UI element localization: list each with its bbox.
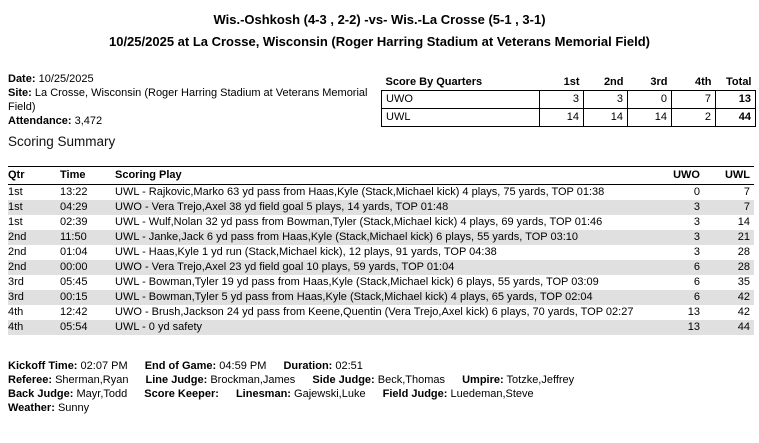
uwl-score-cell: 7 (743, 201, 750, 213)
q3-score: 14 (628, 108, 672, 126)
back-judge-value: Mayr,Todd (76, 388, 128, 400)
uwl-score-cell: 28 (737, 246, 750, 258)
qtr-cell: 4th (8, 306, 24, 318)
score-keeper-label: Score Keeper: (144, 388, 219, 400)
col-uwl: UWL (704, 167, 754, 185)
scoring-row (8, 200, 754, 215)
col-uwo: UWO (654, 167, 704, 185)
team-name: UWO (382, 90, 540, 108)
side-judge-value: Beck,Thomas (377, 374, 446, 386)
scoring-row (8, 185, 754, 201)
back-judge-label: Back Judge: (8, 388, 74, 400)
site-label: Site: (8, 87, 32, 99)
uwl-score-cell: 7 (743, 186, 750, 198)
field-judge-label: Field Judge: (382, 388, 448, 400)
sbq-row-uwl (382, 108, 756, 126)
kickoff-time-value: 02:07 PM (80, 360, 128, 372)
play-cell: UWL - Wulf,Nolan 32 yd pass from Bowman,Tyler (Stack,Michael kick) 4 plays, 69 yards, TOP 01:46 (115, 216, 603, 228)
col-scoring-play: Scoring Play (115, 167, 654, 185)
footer-line-officials-2 (8, 387, 755, 401)
sbq-title: Score By Quarters (382, 74, 540, 90)
scoring-summary-heading: Scoring Summary (8, 134, 116, 149)
time-cell: 11:50 (60, 231, 87, 243)
q4-score: 2 (672, 108, 716, 126)
field-judge (383, 388, 534, 400)
score-keeper (144, 388, 222, 400)
time-cell: 00:15 (60, 291, 88, 303)
referee-label: Referee: (8, 374, 53, 386)
total-score: 13 (716, 90, 756, 108)
scoring-row (8, 320, 754, 335)
kickoff-time (8, 360, 128, 372)
q2-score: 14 (584, 108, 628, 126)
qtr-cell: 3rd (8, 291, 24, 303)
time-cell: 05:54 (60, 321, 88, 333)
play-cell: UWL - Bowman,Tyler 5 yd pass from Haas,Kyle (Stack,Michael kick) 4 plays, 65 yards, TOP 02:04 (115, 291, 593, 303)
game-location-subtitle: 10/25/2025 at La Crosse, Wisconsin (Roger Harring Stadium at Veterans Memorial Field) (108, 34, 650, 49)
line-judge-label: Line Judge: (145, 374, 208, 386)
sbq-col-1st: 1st (540, 74, 584, 90)
end-of-game (145, 360, 267, 372)
score-by-quarters-table (381, 74, 756, 127)
uwo-score-cell: 6 (693, 261, 700, 273)
umpire (462, 374, 574, 386)
uwl-score-cell: 44 (737, 321, 750, 333)
uwo-score-cell: 0 (693, 186, 700, 198)
weather-value: Sunny (57, 402, 90, 414)
duration-label: Duration: (283, 360, 333, 372)
scoring-row (8, 290, 754, 305)
play-cell: UWO - Vera Trejo,Axel 38 yd field goal 5 plays, 14 yards, TOP 01:48 (115, 201, 449, 213)
game-date-line (8, 72, 372, 86)
date-label: Date: (8, 73, 36, 85)
q1-score: 14 (540, 108, 584, 126)
uwl-score-cell: 42 (737, 306, 750, 318)
uwo-score-cell: 3 (693, 201, 700, 213)
col-qtr: Qtr (8, 167, 60, 185)
matchup-title: Wis.-Oshkosh (4-3 , 2-2) -vs- Wis.-La Crosse (5-1 , 3-1) (213, 12, 546, 27)
q3-score: 0 (628, 90, 672, 108)
qtr-cell: 1st (8, 201, 23, 213)
sbq-col-4th: 4th (672, 74, 716, 90)
sbq-row-uwo (382, 90, 756, 108)
total-score: 44 (716, 108, 756, 126)
footer-line-officials-1 (8, 373, 755, 387)
scoring-row (8, 245, 754, 260)
q2-score: 3 (584, 90, 628, 108)
umpire-label: Umpire: (462, 374, 504, 386)
scoring-row (8, 305, 754, 320)
weather-label: Weather: (8, 402, 55, 414)
time-cell: 01:04 (60, 246, 88, 258)
back-judge (8, 388, 127, 400)
scoring-summary-table (8, 166, 754, 335)
linesman-label: Linesman: (235, 388, 291, 400)
game-officials-footer (8, 359, 755, 415)
umpire-value: Totzke,Jeffrey (506, 374, 575, 386)
uwo-score-cell: 6 (693, 291, 700, 303)
sbq-col-3rd: 3rd (628, 74, 672, 90)
play-cell: UWL - 0 yd safety (115, 321, 203, 333)
uwo-score-cell: 13 (687, 306, 700, 318)
uwo-score-cell: 6 (693, 276, 700, 288)
end-of-game-label: End of Game: (144, 360, 217, 372)
time-cell: 04:29 (60, 201, 88, 213)
play-cell: UWO - Vera Trejo,Axel 23 yd field goal 10 plays, 59 yards, TOP 01:04 (115, 261, 455, 273)
line-judge-value: Brockman,James (210, 374, 296, 386)
side-judge-label: Side Judge: (312, 374, 375, 386)
play-cell: UWL - Rajkovic,Marko 63 yd pass from Haas,Kyle (Stack,Michael kick) 4 plays, 75 yards, TOP 01:38 (115, 186, 605, 198)
time-cell: 13:22 (60, 186, 88, 198)
site-value: La Crosse, Wisconsin (Roger Harring Stadium at Veterans Memorial Field) (8, 87, 368, 113)
uwl-score-cell: 28 (737, 261, 750, 273)
attendance-value: 3,472 (74, 115, 103, 127)
end-of-game-value: 04:59 PM (219, 360, 267, 372)
uwo-score-cell: 3 (693, 246, 700, 258)
footer-line-weather (8, 401, 755, 415)
play-cell: UWL - Janke,Jack 6 yd pass from Haas,Kyle (Stack,Michael kick) 6 plays, 55 yards, TOP 03:10 (115, 231, 578, 243)
sbq-col-total: Total (716, 74, 756, 90)
scoring-row (8, 275, 754, 290)
game-info-block (8, 72, 372, 128)
scoring-row (8, 215, 754, 230)
q1-score: 3 (540, 90, 584, 108)
scoring-row (8, 230, 754, 245)
game-attendance-line (8, 114, 372, 128)
footer-line-times (8, 359, 755, 373)
uwo-score-cell: 13 (687, 321, 700, 333)
uwo-score-cell: 3 (693, 231, 700, 243)
kickoff-time-label: Kickoff Time: (8, 360, 78, 372)
qtr-cell: 2nd (8, 246, 27, 258)
time-cell: 12:42 (60, 306, 88, 318)
qtr-cell: 1st (8, 186, 23, 198)
qtr-cell: 1st (8, 216, 23, 228)
qtr-cell: 2nd (8, 261, 27, 273)
q4-score: 7 (672, 90, 716, 108)
uwl-score-cell: 21 (737, 231, 750, 243)
qtr-cell: 2nd (8, 231, 27, 243)
uwl-score-cell: 42 (737, 291, 750, 303)
date-value: 10/25/2025 (38, 73, 94, 85)
report-header (0, 9, 759, 53)
referee (8, 374, 128, 386)
play-cell: UWL - Bowman,Tyler 19 yd pass from Haas,Kyle (Stack,Michael kick) 6 plays, 55 yards, TOP 03:09 (115, 276, 599, 288)
attendance-label: Attendance: (8, 115, 72, 127)
ss-header-row (8, 167, 754, 185)
col-time: Time (60, 167, 115, 185)
uwl-score-cell: 35 (737, 276, 750, 288)
referee-value: Sherman,Ryan (55, 374, 129, 386)
sbq-header-row (382, 74, 756, 90)
weather (8, 402, 89, 414)
scoring-row (8, 260, 754, 275)
time-cell: 05:45 (60, 276, 88, 288)
uwo-score-cell: 3 (693, 216, 700, 228)
side-judge (312, 374, 445, 386)
duration-value: 02:51 (335, 360, 363, 372)
qtr-cell: 3rd (8, 276, 24, 288)
linesman (236, 388, 366, 400)
field-judge-value: Luedeman,Steve (450, 388, 534, 400)
line-judge (146, 374, 296, 386)
play-cell: UWO - Brush,Jackson 24 yd pass from Keene,Quentin (Vera Trejo,Axel kick) 6 plays, 70 yards, TOP 02:27 (115, 306, 634, 318)
linesman-value: Gajewski,Luke (294, 388, 366, 400)
sbq-col-2nd: 2nd (584, 74, 628, 90)
game-site-line (8, 86, 372, 114)
uwl-score-cell: 14 (737, 216, 750, 228)
team-name: UWL (382, 108, 540, 126)
time-cell: 00:00 (60, 261, 88, 273)
qtr-cell: 4th (8, 321, 24, 333)
time-cell: 02:39 (60, 216, 88, 228)
duration (283, 360, 362, 372)
play-cell: UWL - Haas,Kyle 1 yd run (Stack,Michael kick), 12 plays, 91 yards, TOP 04:38 (115, 246, 497, 258)
